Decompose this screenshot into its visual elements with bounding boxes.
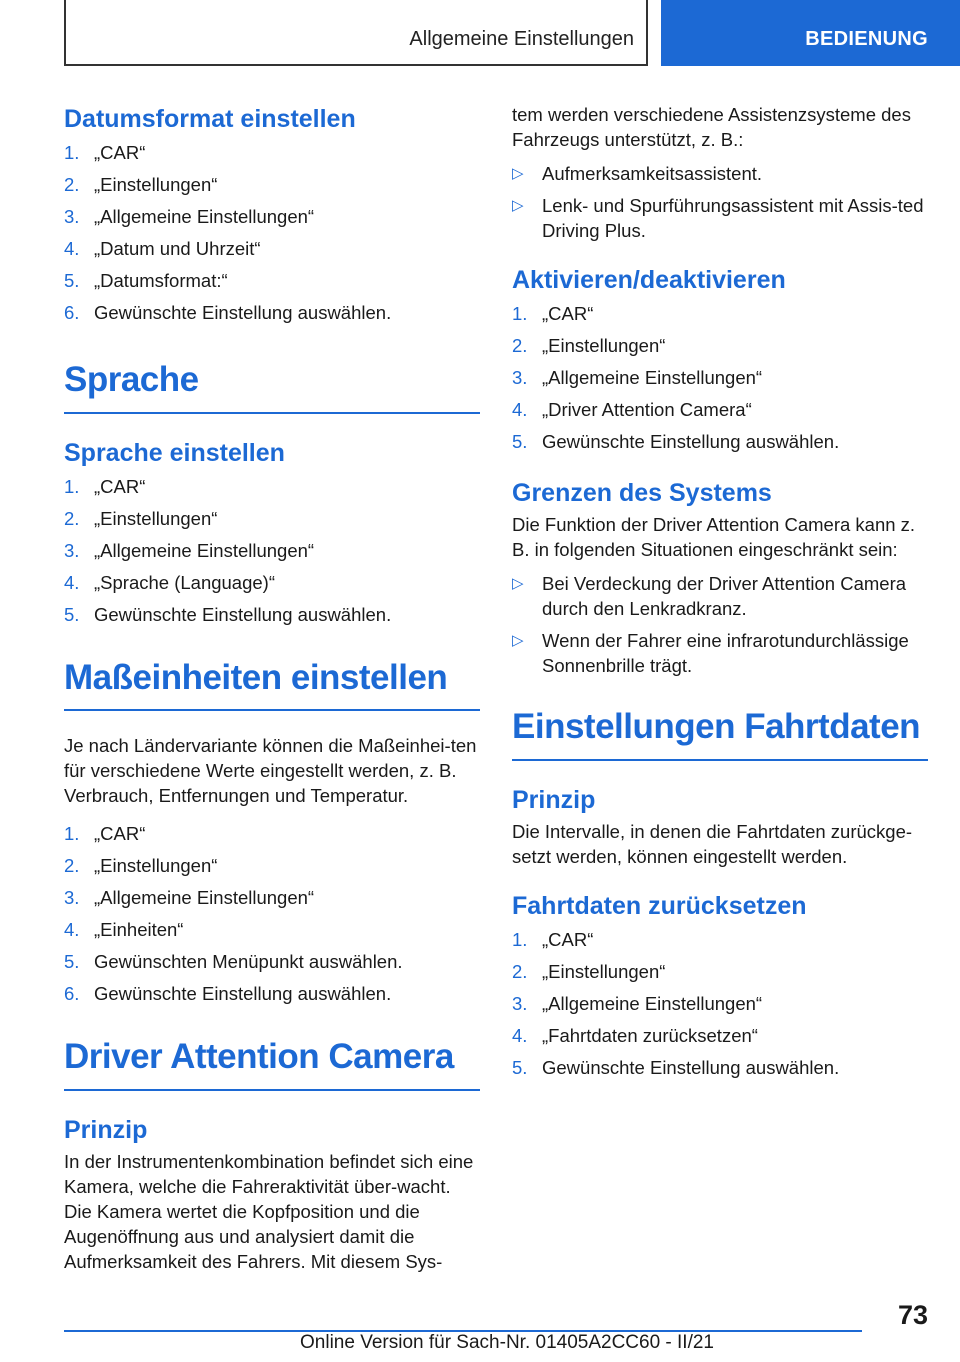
list-item [512,330,928,362]
bullets-grenzen [512,571,928,678]
section-title-driver-attention-camera: Driver Attention Camera [64,1038,480,1091]
step-text: „Einstellungen“ [94,507,218,529]
heading-prinzip-dac: Prinzip [64,1115,148,1144]
page-number: 73 [897,1300,928,1330]
step-number: 4. [64,238,80,259]
steps-datumsformat [64,137,480,329]
step-text: Gewünschte Einstellung auswählen. [542,1056,840,1078]
step-text: „Fahrtdaten zurücksetzen“ [542,1024,758,1046]
triangle-right-icon: ▷ [512,575,524,592]
step-number: 6. [64,983,80,1004]
step-number: 1. [64,823,80,844]
list-item [64,265,480,297]
list-item [64,818,480,850]
list-item [512,988,928,1020]
step-number: 6. [64,302,80,323]
list-item [512,628,928,678]
step-text: „Einstellungen“ [94,855,218,876]
step-number: 1. [512,928,528,950]
step-text: „Allgemeine Einstellungen“ [94,539,315,561]
left-column [64,96,480,1274]
list-item [512,426,928,458]
list-item [64,535,480,567]
heading-grenzen: Grenzen des Systems [512,479,772,507]
step-number: 3. [512,367,528,388]
step-text: „CAR“ [542,928,594,950]
chapter-title: Allgemeine Einstellungen [409,28,634,50]
triangle-right-icon: ▷ [512,165,524,182]
step-text: „Datum und Uhrzeit“ [94,238,261,259]
list-item [64,201,480,233]
step-number: 2. [64,855,80,876]
list-item [512,193,928,243]
list-item [512,362,928,394]
step-number: 4. [512,1024,528,1046]
step-number: 5. [512,1056,528,1078]
step-number: 5. [512,431,528,452]
step-text: „Einstellungen“ [542,960,666,982]
step-text: „Datumsformat:“ [94,270,228,291]
step-number: 5. [64,603,80,625]
list-item [64,297,480,329]
footer-version-text: Online Version für Sach-Nr. 01405A2CC60 - II/21 [300,1332,715,1353]
triangle-right-icon: ▷ [512,197,524,214]
bullet-text: Bei Verdeckung der Driver Attention Camera durch den Lenkradkranz. [542,573,907,619]
step-text: „CAR“ [542,303,594,324]
step-number: 2. [512,335,528,356]
step-text: „Allgemeine Einstellungen“ [94,887,315,908]
intro-masseinheiten: Je nach Ländervariante können die Maßeinhei-ten für verschiedene Werte eingestellt werden, z. B. Verbrauch, Entfernungen und Temperatur. [64,735,477,806]
text-grenzen: Die Funktion der Driver Attention Camera kann z. B. in folgenden Situationen eingeschränkt sein: [512,514,916,560]
step-number: 1. [512,303,528,324]
step-number: 4. [64,919,80,940]
section-label: BEDIENUNG [805,28,928,50]
list-item [64,882,480,914]
heading-fahrtdaten-zuruecksetzen: Fahrtdaten zurücksetzen [512,891,807,920]
step-number: 4. [64,571,80,593]
list-item [512,161,928,186]
step-text: „Einstellungen“ [94,174,218,195]
step-text: „Allgemeine Einstellungen“ [94,206,315,227]
step-text: „Einstellungen“ [542,335,666,356]
text-continued: tem werden verschiedene Assistenzsysteme des Fahrzeugs unterstützt, z. B.: [512,104,911,150]
list-item [64,946,480,978]
step-number: 3. [64,539,80,561]
step-number: 5. [64,951,80,972]
section-title-masseinheiten: Maßeinheiten einstellen [64,659,480,712]
list-item [64,471,480,503]
header-section-box [661,0,960,66]
list-item [512,924,928,956]
list-item [64,567,480,599]
bullets-assistenzsysteme [512,161,928,243]
list-item [64,914,480,946]
step-text: Gewünschte Einstellung auswählen. [94,603,392,625]
step-number: 2. [512,960,528,982]
steps-sprache [64,471,480,631]
step-number: 4. [512,399,528,420]
list-item [512,956,928,988]
right-column [512,96,928,1084]
heading-prinzip-fahrtdaten: Prinzip [512,785,596,814]
list-item [512,1052,928,1084]
list-item [512,298,928,330]
step-text: „CAR“ [94,142,146,163]
steps-aktivieren [512,298,928,458]
steps-fahrtdaten-zuruecksetzen [512,924,928,1084]
step-text: Gewünschten Menüpunkt auswählen. [94,951,403,972]
step-text: „Sprache (Language)“ [94,571,275,593]
step-text: „CAR“ [94,475,146,497]
step-number: 5. [64,270,80,291]
heading-aktivieren: Aktivieren/deaktivieren [512,266,786,294]
triangle-right-icon: ▷ [512,632,524,649]
text-prinzip-fahrtdaten: Die Intervalle, in denen die Fahrtdaten zurückge-setzt werden, können eingestellt werden. [512,820,913,867]
step-text: „CAR“ [94,823,146,844]
step-text: Gewünschte Einstellung auswählen. [94,302,392,323]
heading-sprache-einstellen: Sprache einstellen [64,438,285,467]
list-item [64,503,480,535]
list-item [512,394,928,426]
heading-datumsformat: Datumsformat einstellen [64,105,356,133]
step-number: 3. [512,992,528,1014]
list-item [512,571,928,621]
step-text: „Driver Attention Camera“ [542,399,752,420]
list-item [64,169,480,201]
step-text: Gewünschte Einstellung auswählen. [94,983,392,1004]
section-title-sprache: Sprache [64,361,480,414]
steps-masseinheiten [64,818,480,1010]
step-text: „Allgemeine Einstellungen“ [542,367,763,388]
header-title-box [64,0,648,66]
bullet-text: Aufmerksamkeitsassistent. [542,163,763,184]
step-text: „Einheiten“ [94,919,184,940]
list-item [64,599,480,631]
step-number: 2. [64,174,80,195]
bullet-text: Wenn der Fahrer eine infrarotundurchlässige Sonnenbrille trägt. [542,630,909,676]
bullet-text: Lenk- und Spurführungsassistent mit Assis-ted Driving Plus. [542,195,924,241]
step-number: 3. [64,206,80,227]
step-text: Gewünschte Einstellung auswählen. [542,431,840,452]
list-item [64,137,480,169]
list-item [512,1020,928,1052]
step-number: 1. [64,475,80,497]
list-item [64,233,480,265]
step-number: 1. [64,142,80,163]
step-number: 2. [64,507,80,529]
list-item [64,850,480,882]
step-number: 3. [64,887,80,908]
section-title-fahrtdaten: Einstellungen Fahrtdaten [512,708,928,761]
text-prinzip-dac: In der Instrumentenkombination befindet sich eine Kamera, welche die Fahreraktivität über-wacht. Die Kamera wertet die Kopfposition und die Augenöffnung aus und analysiert damit die Aufmerksamkeit des Fahrers. Mit diesem Sys- [64,1150,474,1272]
step-text: „Allgemeine Einstellungen“ [542,992,763,1014]
list-item [64,978,480,1010]
